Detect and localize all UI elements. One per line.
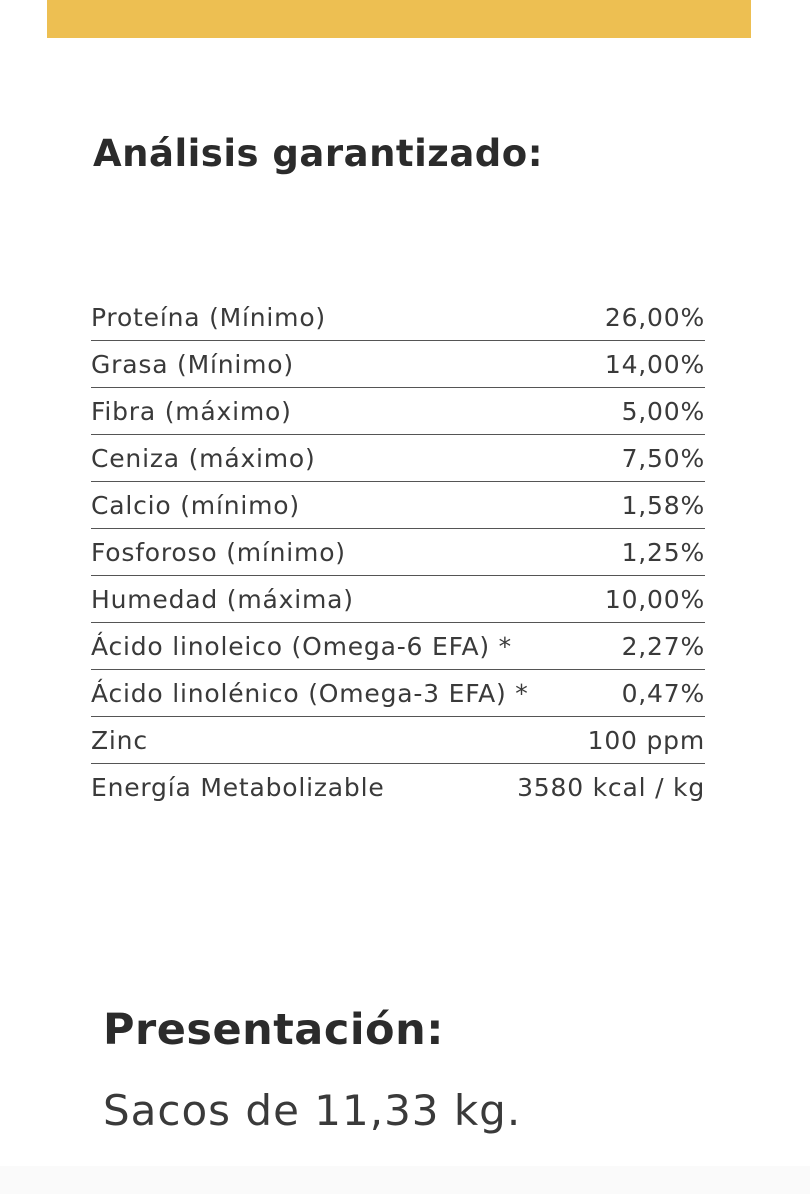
- table-row: [91, 529, 705, 576]
- row-value: 1,58%: [621, 490, 705, 520]
- table-row: [91, 294, 705, 341]
- nutrition-table: [91, 294, 705, 810]
- row-label: Humedad (máxima): [91, 584, 354, 614]
- row-label: Fibra (máximo): [91, 396, 292, 426]
- table-row: [91, 388, 705, 435]
- row-value: 14,00%: [604, 349, 705, 379]
- row-value: 2,27%: [621, 631, 705, 661]
- row-value: 0,47%: [621, 678, 705, 708]
- row-value: 3580 kcal / kg: [517, 772, 705, 802]
- row-label: Calcio (mínimo): [91, 490, 300, 520]
- row-value: 1,25%: [621, 537, 705, 567]
- row-label: Ácido linolénico (Omega-3 EFA) *: [91, 678, 529, 708]
- presentation-text: Sacos de 11,33 kg.: [103, 1086, 522, 1135]
- table-row: [91, 670, 705, 717]
- table-row: [91, 341, 705, 388]
- table-row: [91, 482, 705, 529]
- analysis-title: Análisis garantizado:: [93, 132, 544, 175]
- row-label: Energía Metabolizable: [91, 772, 385, 802]
- row-value: 7,50%: [621, 443, 705, 473]
- table-row: [91, 576, 705, 623]
- row-label: Ceniza (máximo): [91, 443, 316, 473]
- row-label: Zinc: [91, 725, 148, 755]
- row-value: 5,00%: [621, 396, 705, 426]
- row-label: Grasa (Mínimo): [91, 349, 294, 379]
- table-row: [91, 435, 705, 482]
- row-value: 100 ppm: [587, 725, 705, 755]
- accent-bar: [47, 0, 751, 38]
- row-value: 10,00%: [604, 584, 705, 614]
- row-label: Fosforoso (mínimo): [91, 537, 346, 567]
- bottom-strip: [0, 1166, 810, 1194]
- row-label: Ácido linoleico (Omega-6 EFA) *: [91, 631, 512, 661]
- presentation-title: Presentación:: [103, 1005, 444, 1055]
- table-row: [91, 764, 705, 810]
- row-value: 26,00%: [604, 302, 705, 332]
- table-row: [91, 623, 705, 670]
- row-label: Proteína (Mínimo): [91, 302, 326, 332]
- table-row: [91, 717, 705, 764]
